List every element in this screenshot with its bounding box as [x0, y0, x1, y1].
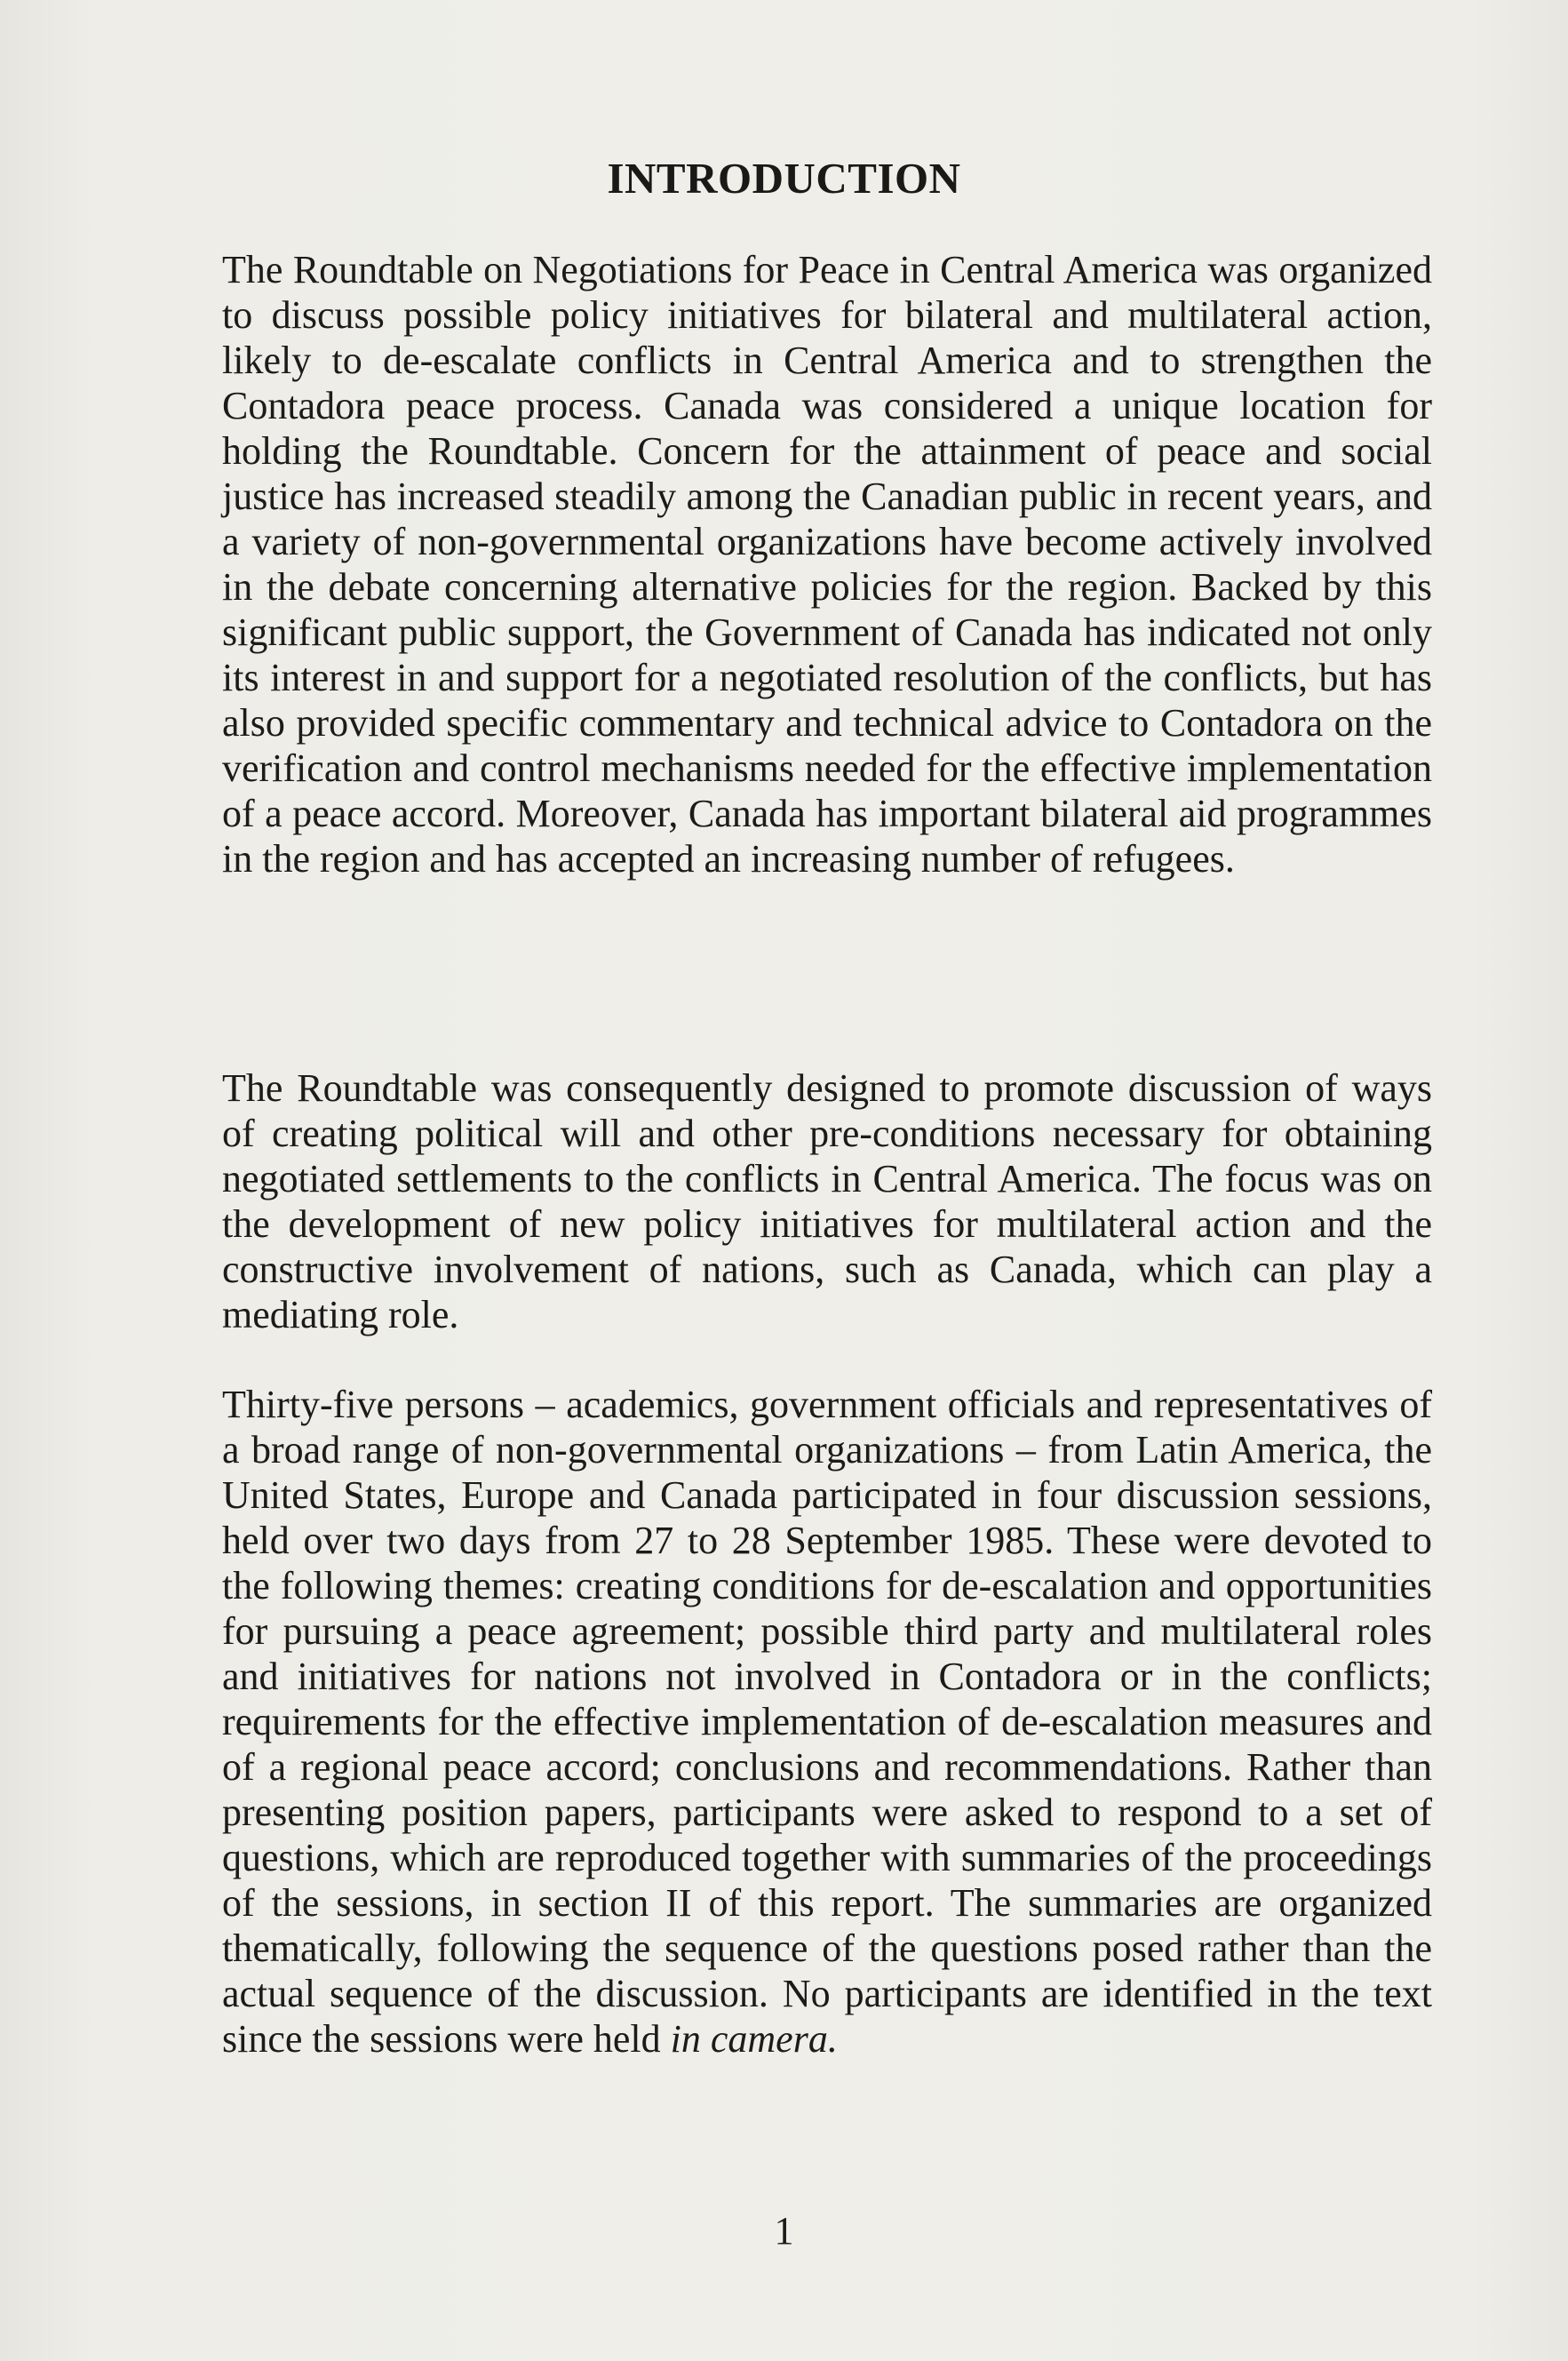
paragraph-3 [222, 1382, 1432, 2062]
paragraph-2 [222, 1065, 1432, 1337]
paragraph-1 [222, 247, 1432, 881]
paragraph-3-text: Thirty-five persons – academics, government officials and representatives of a broad range of non-governmental organizations – from Latin America, the United States, Europe and Canada participated in four discussion sessions, held over two days from 27 to 28 September 1985. These were devoted to the following themes: creating conditions for de-escalation and opportunities for pursuing a peace agreement; possible third party and multilateral roles and initiatives for nations not involved in Contadora or in the conflicts; requirements for the effective implementation of de-escalation measures and of a regional peace accord; conclusions and recommendations. Rather than presenting position papers, participants were asked to respond to a set of questions, which are reproduced together with summaries of the proceedings of the sessions, in section II of this report. The summaries are organized thematically, following the sequence of the questions posed rather than the actual sequence of the discussion. No participants are identified in the text since the sessions were held [222, 1383, 1432, 2061]
paragraph-3-body [222, 1382, 1432, 2062]
in-camera-italic: in camera. [670, 2017, 838, 2061]
page-number: 1 [774, 2209, 794, 2253]
paragraph-2-text: The Roundtable was consequently designed to promote discussion of ways of creating political will and other pre-conditions necessary for obtaining negotiated settlements to the conflicts in Central America. The focus was on the development of new policy initiatives for multilateral action and the constructive involvement of nations, such as Canada, which can play a mediating role. [222, 1066, 1432, 1336]
page-heading: INTRODUCTION [607, 154, 961, 203]
paragraph-1-text: The Roundtable on Negotiations for Peace in Central America was organized to discuss possible policy initiatives for bilateral and multilateral action, likely to de-escalate conflicts in Central America and to strengthen the Contadora peace process. Canada was considered a unique location for holding the Roundtable. Concern for the attainment of peace and social justice has increased steadily among the Canadian public in recent years, and a variety of non-governmental organizations have become actively involved in the debate concerning alternative policies for the region. Backed by this significant public support, the Government of Canada has indicated not only its interest in and support for a negotiated resolution of the conflicts, but has also provided specific commentary and technical advice to Contadora on the verification and control mechanisms needed for the effective implementation of a peace accord. Moreover, Canada has important bilateral aid programmes in the region and has accepted an increasing number of refugees. [222, 248, 1432, 881]
